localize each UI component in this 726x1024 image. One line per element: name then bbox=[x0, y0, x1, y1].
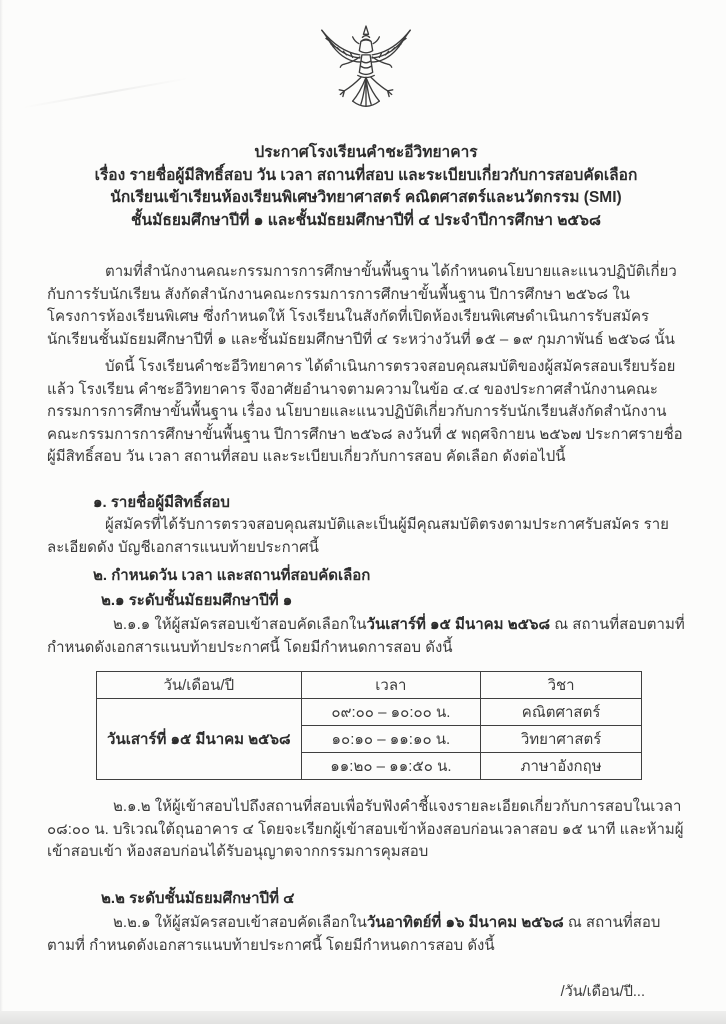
section-2-1-heading: ๒.๑ ระดับชั้นมัธยมศึกษาปีที่ ๑ bbox=[101, 591, 293, 609]
intro-paragraph-2: บัดนี้ โรงเรียนคำชะอีวิทยาคาร ได้ดำเนินการตรวจสอบคุณสมบัติของผู้สมัครสอบเรียบร้อยแล้ว โรงเรียน คำชะอีวิทยาคาร จึงอาศัยอำนาจตามความในข้อ ๔.๔ ของประกาศสำนักงานคณะกรรมการการศึกษาขั้นพื้นฐาน เรื่อง นโยบายและแนวปฏิบัติเกี่ยวกับการรับนักเรียนสังกัดสำนักงานคณะกรรมการการศึกษาขั้นพื้นฐาน ปีการศึกษา ๒๕๖๘ ลงวันที่ ๕ พฤศจิกายน ๒๕๖๗ ประกาศรายชื่อผู้มีสิทธิ์สอบ วัน เวลา สถานที่สอบ และระเบียบเกี่ยวกับการสอบ คัดเลือก ดังต่อไปนี้ bbox=[47, 358, 683, 465]
title-line-3: นักเรียนเข้าเรียนห้องเรียนพิเศษวิทยาศาสตร์ คณิตศาสตร์และนวัตกรรม (SMI) bbox=[110, 189, 622, 206]
table-header-time: เวลา bbox=[301, 672, 481, 699]
item-2-2-1-text: ๒.๒.๑ ให้ผู้สมัครสอบเข้าสอบคัดเลือกใน bbox=[113, 914, 367, 931]
document-content bbox=[47, 0, 685, 1004]
title-line-1: ประกาศโรงเรียนคำชะอีวิทยาคาร bbox=[254, 144, 478, 161]
exam-date-cell: วันเสาร์ที่ ๑๕ มีนาคม ๒๕๖๘ bbox=[97, 699, 302, 780]
time-cell: ๑๐:๑๐ – ๑๑:๑๐ น. bbox=[301, 726, 481, 753]
section-1-heading: ๑. รายชื่อผู้มีสิทธิ์สอบ bbox=[93, 493, 230, 511]
item-2-1-2: ๒.๑.๒ ให้ผู้เข้าสอบไปถึงสถานที่สอบเพื่อรับฟังคำชี้แจงรายละเอียดเกี่ยวกับการสอบในเวลา ๐๘:๐๐ น. บริเวณใต้ถุนอาคาร ๔ โดยจะเรียกผู้เข้าสอบเข้าห้องสอบก่อนเวลาสอบ ๑๕ นาที และห้ามผู้เข้าสอบเข้า ห้องสอบก่อนได้รับอนุญาตจากกรรมการคุมสอบ bbox=[47, 798, 684, 860]
scan-edge-left bbox=[0, 0, 3, 1024]
time-cell: ๐๙:๐๐ – ๑๐:๐๐ น. bbox=[301, 699, 481, 726]
garuda-emblem-icon bbox=[47, 0, 685, 137]
page-continuation-marker: /วัน/เดือน/ปี... bbox=[560, 984, 645, 1000]
item-2-1-1 bbox=[47, 614, 685, 659]
title-block bbox=[47, 142, 685, 232]
section-2-heading: ๒. กำหนดวัน เวลา และสถานที่สอบคัดเลือก bbox=[93, 567, 371, 584]
subject-cell: ภาษาอังกฤษ bbox=[481, 753, 642, 780]
title-line-4: ชั้นมัธยมศึกษาปีที่ ๑ และชั้นมัธยมศึกษาปีที่ ๔ ประจำปีการศึกษา ๒๕๖๘ bbox=[131, 211, 601, 229]
item-2-2-1-exam-date: วันอาทิตย์ที่ ๑๖ มีนาคม ๒๕๖๘ bbox=[366, 914, 564, 931]
item-2-2-1 bbox=[47, 912, 685, 957]
table-row bbox=[97, 699, 642, 726]
section-1-body: ผู้สมัครที่ได้รับการตรวจสอบคุณสมบัติและเป็นผู้มีคุณสมบัติตรงตามประกาศรับสมัคร รายละเอียดดัง บัญชีเอกสารแนบท้ายประกาศนี้ bbox=[47, 516, 669, 556]
item-2-2-1-text-tail: ณ สถานที่สอบตามที่ กำหนดดังเอกสารแนบท้ายประกาศนี้ โดยมีกำหนดการสอบ ดังนี้ bbox=[47, 914, 661, 954]
item-2-1-1-text-tail: ณ สถานที่สอบตามที่ กำหนดดังเอกสารแนบท้ายประกาศนี้ โดยมีกำหนดการสอบ ดังนี้ bbox=[47, 616, 685, 656]
item-2-1-1-text: ๒.๑.๑ ให้ผู้สมัครสอบเข้าสอบคัดเลือกใน bbox=[113, 616, 367, 633]
title-line-2: เรื่อง รายชื่อผู้มีสิทธิ์สอบ วัน เวลา สถานที่สอบ และระเบียบเกี่ยวกับการสอบคัดเลือก bbox=[94, 166, 638, 184]
item-2-1-1-exam-date: วันเสาร์ที่ ๑๕ มีนาคม ๒๕๖๘ bbox=[366, 616, 551, 633]
table-header-date: วัน/เดือน/ปี bbox=[97, 672, 302, 699]
time-cell: ๑๑:๒๐ – ๑๑:๕๐ น. bbox=[301, 753, 481, 780]
subject-cell: วิทยาศาสตร์ bbox=[481, 726, 642, 753]
table-header-row bbox=[97, 672, 642, 699]
intro-paragraph-1: ตามที่สำนักงานคณะกรรมการการศึกษาขั้นพื้นฐาน ได้กำหนดนโยบายและแนวปฏิบัติเกี่ยวกับการรับนักเรียน สังกัดสำนักงานคณะกรรมการการศึกษาขั้นพื้นฐาน ปีการศึกษา ๒๕๖๘ ในโครงการห้องเรียนพิเศษ ซึ่งกำหนดให้ โรงเรียนในสังกัดที่เปิดห้องเรียนพิเศษดำเนินการรับสมัครนักเรียนชั้นมัธยมศึกษาปีที่ ๑ และชั้นมัธยมศึกษาปีที่ ๔ ระหว่างวันที่ ๑๕ – ๑๙ กุมภาพันธ์ ๒๕๖๘ นั้น bbox=[47, 263, 677, 348]
table-header-subject: วิชา bbox=[481, 672, 642, 699]
exam-schedule-table bbox=[96, 671, 642, 780]
section-2-2-heading: ๒.๒ ระดับชั้นมัธยมศึกษาปีที่ ๔ bbox=[101, 889, 295, 907]
scan-edge-shadow bbox=[0, 1011, 726, 1024]
subject-cell: คณิตศาสตร์ bbox=[481, 699, 642, 726]
